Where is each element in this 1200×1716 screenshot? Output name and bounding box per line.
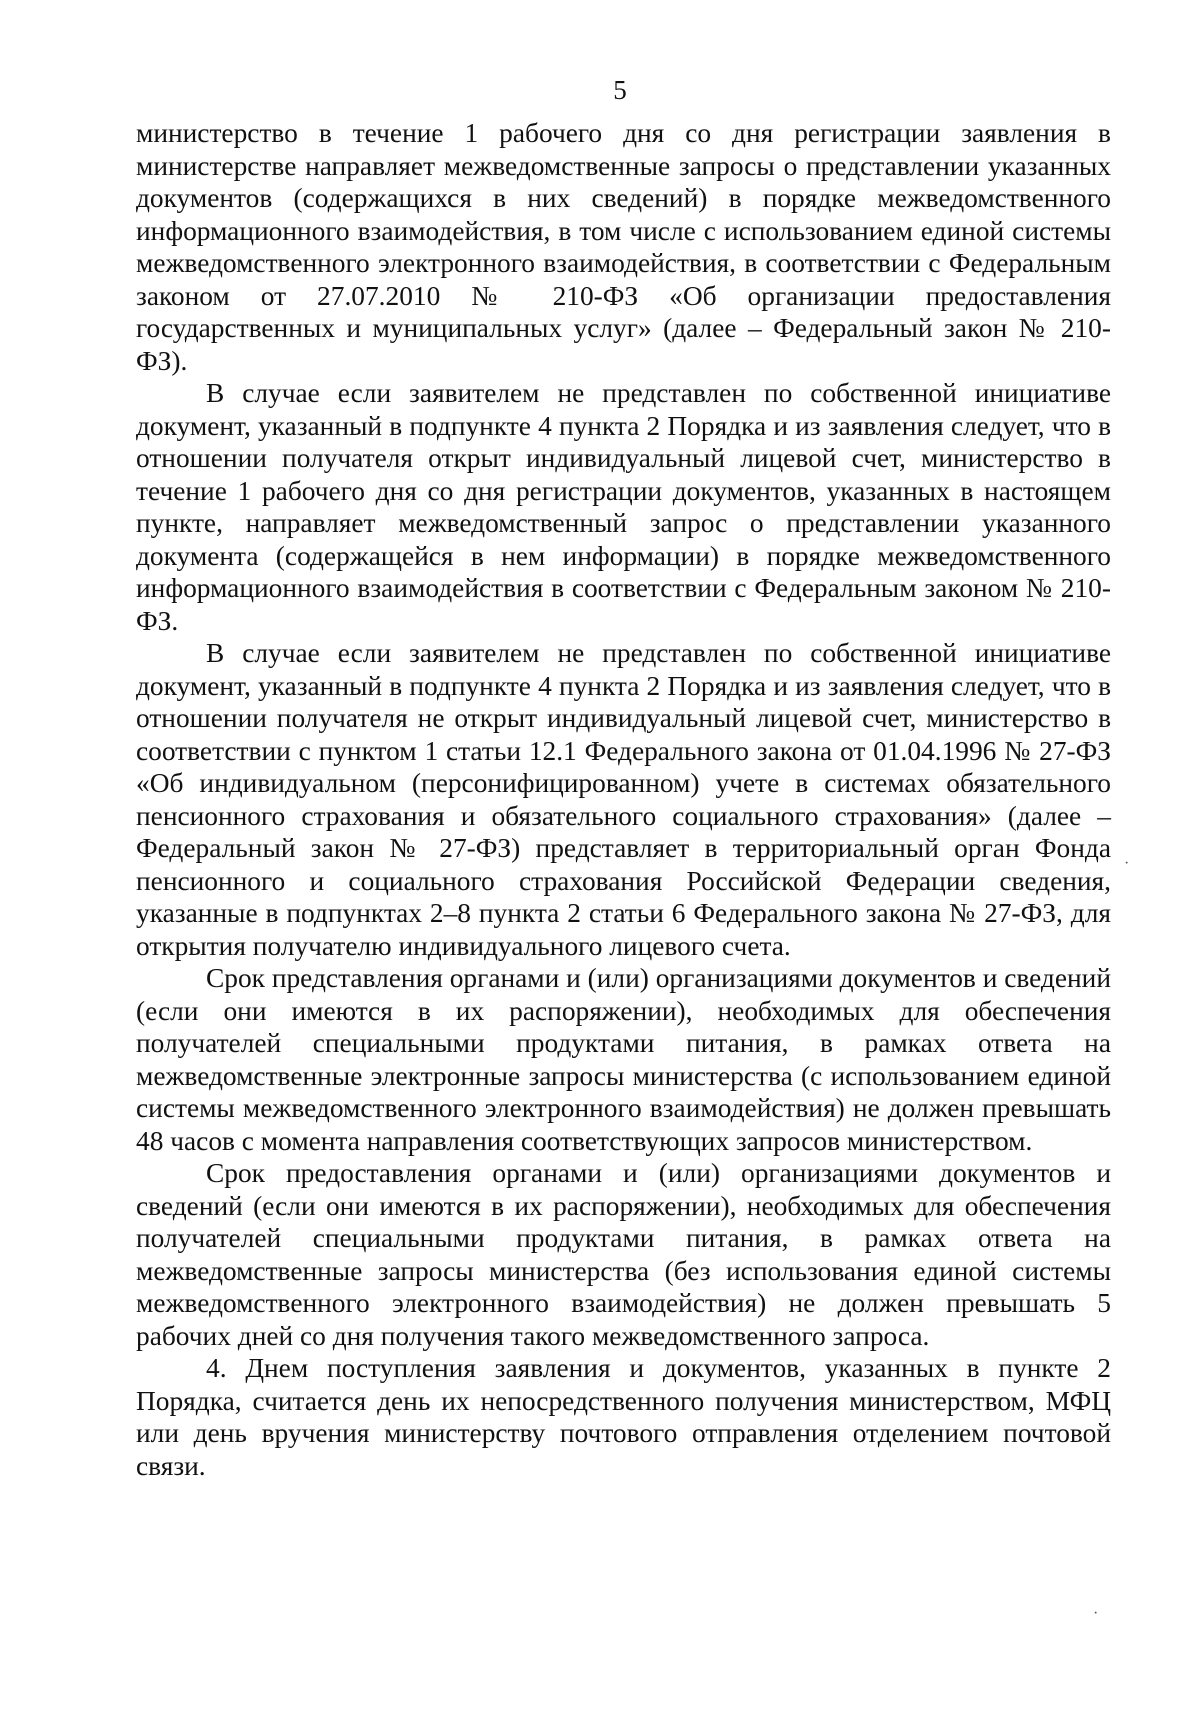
scan-speck: · (1093, 1605, 1099, 1622)
paragraph-continuation: министерство в течение 1 рабочего дня со дня регистрации заявления в министерстве направляет межведомственные запросы о представлении указанных документов (содержащихся в них сведений) в порядке межведомственного информационного взаимодействия, в том числе с использованием единой системы межведомственного электронного взаимодействия, в соответствии с Федеральным законом от 27.07.2010 № 210-ФЗ «Об организации предоставления государственных и муниципальных услуг» (далее – Федеральный закон № 210-ФЗ). (136, 118, 1111, 376)
paragraph-open-account: В случае если заявителем не представлен по собственной инициативе документ, указанный в подпункте 4 пункта 2 Порядка и из заявления следует, что в отношении получателя открыт индивидуальный лицевой счет, министерство в течение 1 рабочего дня со дня регистрации документов, указанных в настоящем пункте, направляет межведомственный запрос о представлении указанного документа (содержащейся в нем информации) в порядке межведомственного информационного взаимодействия в соответствии с Федеральным законом № 210-ФЗ. (136, 378, 1111, 636)
page-number: 5 (613, 75, 627, 105)
paragraph-electronic-deadline: Срок представления органами и (или) организациями документов и сведений (если они имеются в их распоряжении), необходимых для обеспечения получателей специальными продуктами питания, в рамках ответа на межведомственные электронные запросы министерства (с использованием единой системы межведомственного электронного взаимодействия) не должен превышать 48 часов с момента направления соответствующих запросов министерством. (136, 963, 1111, 1156)
scan-speck: · (1124, 855, 1130, 872)
paragraph-no-account: В случае если заявителем не представлен по собственной инициативе документ, указанный в подпункте 4 пункта 2 Порядка и из заявления следует, что в отношении получателя не открыт индивидуальный лицевой счет, министерство в соответствии с пунктом 1 статьи 12.1 Федерального закона от 01.04.1996 № 27-ФЗ «Об индивидуальном (персонифицированном) учете в системах обязательного пенсионного страхования и обязательного социального страхования» (далее – Федеральный закон № 27-ФЗ) представляет в территориальный орган Фонда пенсионного и социального страхования Российской Федерации сведения, указанные в подпунктах 2–8 пункта 2 статьи 6 Федерального закона № 27-ФЗ, для открытия получателю индивидуального лицевого счета. (136, 638, 1111, 961)
document-body (136, 117, 1111, 1482)
paragraph-item-4: 4. Днем поступления заявления и документов, указанных в пункте 2 Порядка, считается день их непосредственного получения министерством, МФЦ или день вручения министерству почтового отправления отделением почтовой связи. (136, 1353, 1111, 1481)
paragraph-non-electronic-deadline: Срок предоставления органами и (или) организациями документов и сведений (если они имеются в их распоряжении), необходимых для обеспечения получателей специальными продуктами питания, в рамках ответа на межведомственные запросы министерства (без использования единой системы межведомственного электронного взаимодействия) не должен превышать 5 рабочих дней со дня получения такого межведомственного запроса. (136, 1158, 1111, 1351)
